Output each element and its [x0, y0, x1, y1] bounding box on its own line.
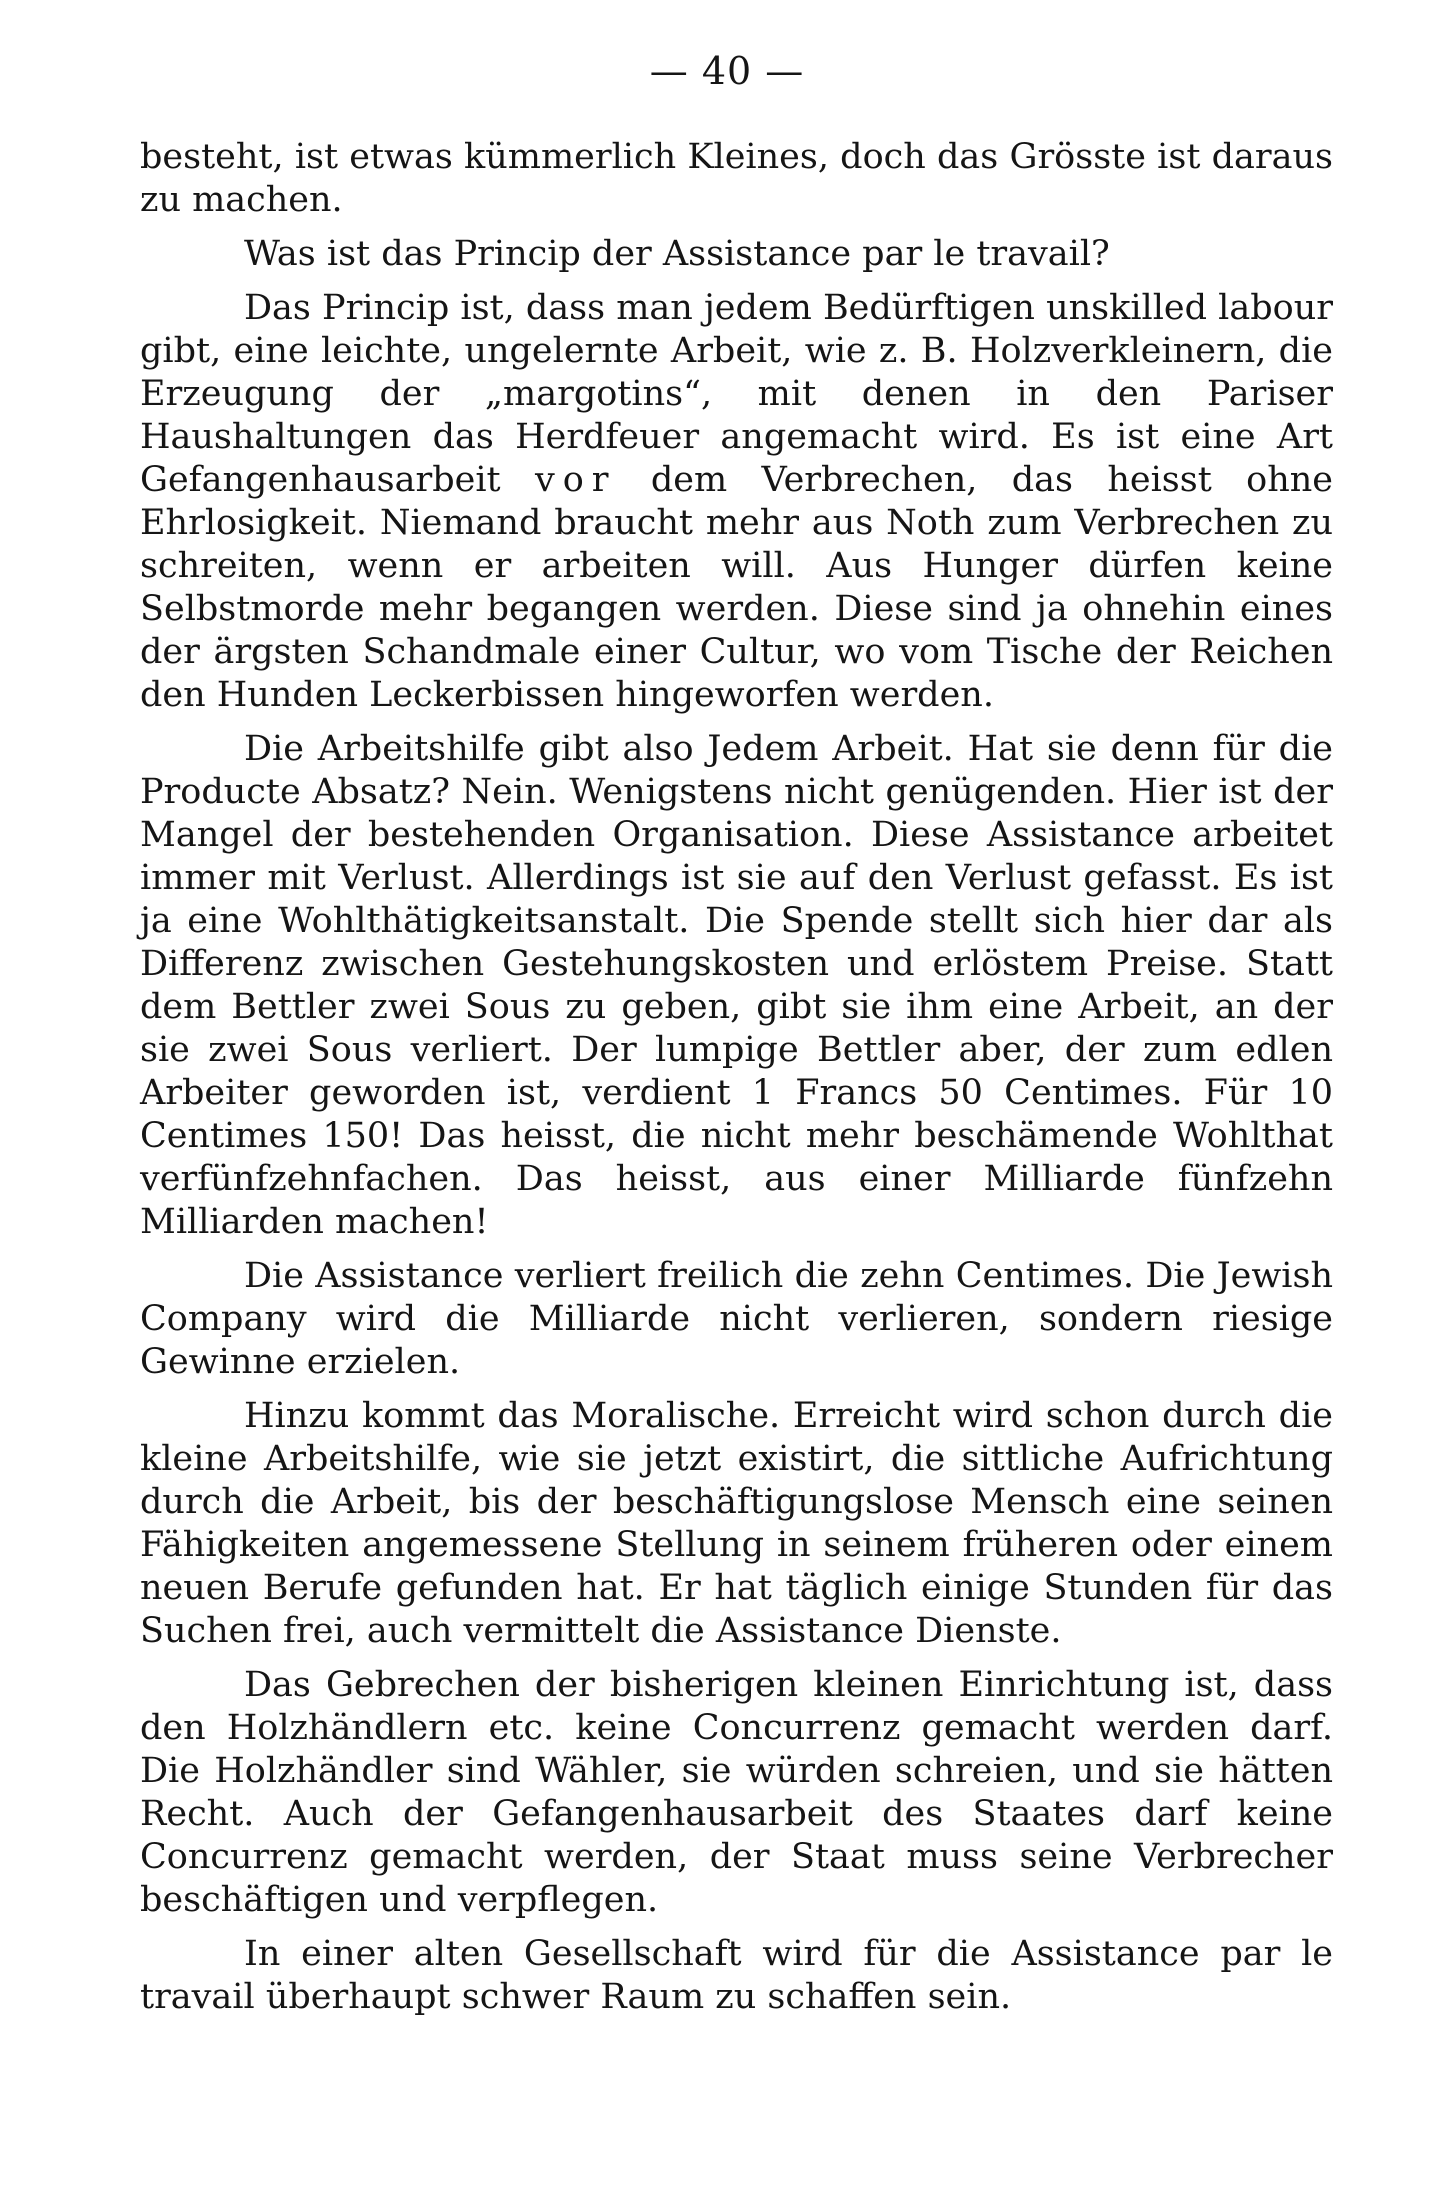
paragraph-4: Die Arbeitshilfe gibt also Jedem Arbeit. Hat sie denn für die Producte Absatz? Nein. Wenigstens nicht genügenden. Hier ist der Mangel der bestehenden Organisation. Diese Assistance arbeitet immer mit Verlust. Allerdings ist sie auf den Verlust gefasst. Es ist ja eine Wohlthätigkeitsanstalt. Die Spende stellt sich hier dar als Differenz zwischen Gestehungskosten und erlöstem Preise. Statt dem Bettler zwei Sous zu geben, gibt sie ihm eine Arbeit, an der sie zwei Sous verliert. Der lumpige Bettler aber, der zum edlen Arbeiter geworden ist, verdient 1 Francs 50 Centimes. Für 10 Centimes 150! Das heisst, die nicht mehr beschämende Wohlthat verfünfzehnfachen. Das heisst, aus einer Milliarde fünfzehn Milliarden machen! — [140, 729, 1333, 1242]
paragraph-5: Die Assistance verliert freilich die zehn Centimes. Die Jewish Company wird die Milliarde nicht verlieren, sondern riesige Gewinne erzielen. — [140, 1256, 1333, 1382]
paragraph-3 — [140, 287, 1333, 717]
paragraph-2: Was ist das Princip der Assistance par le travail? — [244, 234, 1110, 274]
paragraph-3-part-2: dem Verbrechen, das heisst ohne Ehrlosigkeit. Niemand braucht mehr aus Noth zum Verbrechen zu schreiten, wenn er arbeiten will. Aus Hunger dürfen keine Selbstmorde mehr begangen werden. Diese sind ja ohnehin eines der ärgsten Schandmale einer Cultur, wo vom Tische der Reichen den Hunden Leckerbissen hingeworfen werden. — [140, 460, 1333, 715]
paragraph-6: Hinzu kommt das Moralische. Erreicht wird schon durch die kleine Arbeitshilfe, wie sie jetzt existirt, die sittliche Aufrichtung durch die Arbeit, bis der beschäftigungslose Mensch eine seinen Fähigkeiten angemessene Stellung in seinem früheren oder einem neuen Berufe gefunden hat. Er hat täglich einige Stunden für das Suchen frei, auch vermittelt die Assistance Dienste. — [140, 1396, 1333, 1651]
page-number: — 40 — — [649, 49, 805, 93]
emphasized-word: vor — [534, 460, 617, 500]
paragraph-1: besteht, ist etwas kümmerlich Kleines, doch das Grösste ist daraus zu machen. — [140, 137, 1333, 220]
body-text — [140, 136, 1333, 2030]
paragraph-3-part-1: Das Princip ist, dass man jedem Bedürftigen unskilled labour gibt, eine leichte, ungelernte Arbeit, wie z. B. Holzverkleinern, die Erzeugung der „margotins“, mit denen in den Pariser Haushaltungen das Herdfeuer angemacht wird. Es ist eine Art Gefangenhausarbeit — [140, 288, 1333, 500]
paragraph-8: In einer alten Gesellschaft wird für die Assistance par le travail überhaupt schwer Raum zu schaffen sein. — [140, 1934, 1333, 2017]
paragraph-7: Das Gebrechen der bisherigen kleinen Einrichtung ist, dass den Holzhändlern etc. keine Concurrenz gemacht werden darf. Die Holzhändler sind Wähler, sie würden schreien, und sie hätten Recht. Auch der Gefangenhausarbeit des Staates darf keine Concurrenz gemacht werden, der Staat muss seine Verbrecher beschäftigen und verpflegen. — [140, 1665, 1333, 1920]
